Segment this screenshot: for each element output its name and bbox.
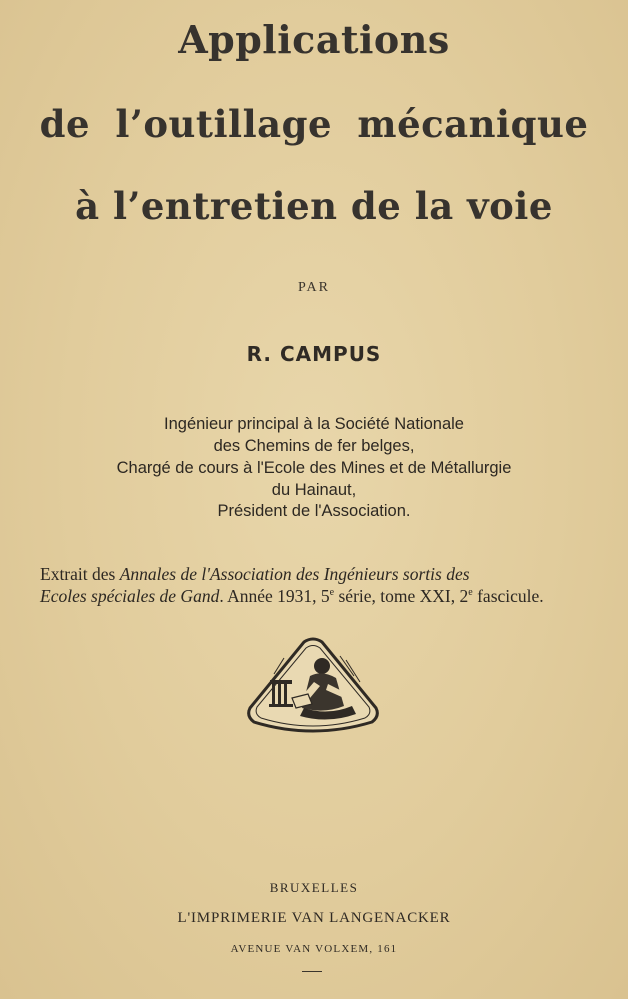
title-line-2: de l’outillage mécanique bbox=[39, 102, 589, 146]
divider bbox=[302, 971, 322, 972]
imprint-address: AVENUE VAN VOLXEM, 161 bbox=[230, 943, 398, 955]
imprint-city: BRUXELLES bbox=[269, 880, 359, 895]
title-line-1: Applications bbox=[178, 17, 450, 62]
printer-emblem-icon bbox=[244, 636, 382, 740]
extract-details-a: . Année 1931, 5 bbox=[219, 586, 330, 606]
extract-line-2 bbox=[40, 584, 600, 608]
journal-title-part-2: Ecoles spéciales de Gand bbox=[40, 586, 220, 606]
affiliation-line: Chargé de cours à l'Ecole des Mines et de Métallurgie bbox=[116, 459, 512, 477]
extract-line-1 bbox=[40, 562, 600, 586]
journal-title-part-1: Annales de l'Association des Ingénieurs sortis des bbox=[119, 564, 470, 584]
affiliation-line: du Hainaut, bbox=[271, 481, 357, 499]
extract-details-b: série, tome XXI, 2 bbox=[334, 586, 469, 606]
superscript-e: e bbox=[329, 587, 335, 598]
imprint-printer: L'IMPRIMERIE VAN LANGENACKER bbox=[177, 910, 451, 926]
byline: PAR bbox=[298, 280, 330, 295]
title-line-3: à l’entretien de la voie bbox=[75, 184, 553, 228]
affiliation-line: des Chemins de fer belges, bbox=[213, 437, 415, 455]
extract-prefix: Extrait des bbox=[40, 564, 116, 584]
author-name: R. CAMPUS bbox=[246, 342, 382, 366]
affiliation-line: Ingénieur principal à la Société Nationale bbox=[164, 415, 464, 433]
superscript-e: e bbox=[468, 587, 473, 598]
affiliation-line: Président de l'Association. bbox=[217, 502, 411, 520]
extract-details-c: fascicule. bbox=[472, 586, 544, 606]
